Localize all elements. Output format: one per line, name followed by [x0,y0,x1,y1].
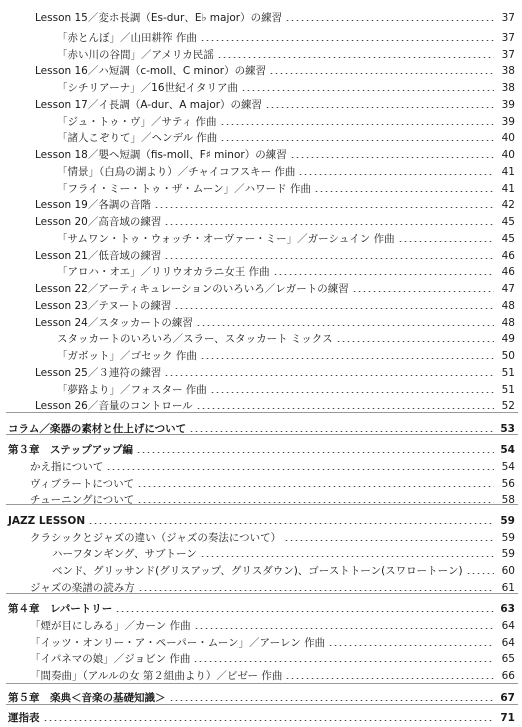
toc-entry-page-number: 54 [501,461,515,473]
dot-leader [196,325,494,326]
toc-entry-page-number: 40 [501,132,515,144]
toc-entry-page-number: 41 [501,166,515,178]
toc-entry-title: Lesson 26／音量のコントロール [35,400,193,412]
toc-entry-title: 「イッツ・オンリー・ア・ペーパー・ムーン」／アーレン 作曲 [30,637,326,649]
dot-leader [398,241,494,242]
toc-entry-page-number: 66 [501,670,515,682]
toc-entry-title: 「煙が目にしみる」／カーン 作曲 [30,620,191,632]
toc-entry[interactable] [0,280,522,298]
dot-leader [106,469,494,470]
toc-entry-title: 「イパネマの娘」／ジョビン 作曲 [30,653,191,665]
toc-entry-title: 「ガボット」／ゴセック 作曲 [57,350,197,362]
toc-entry-title: 「間奏曲」（アルルの女 第２組曲より）／ビゼー 作曲 [30,670,283,682]
dot-leader [217,57,494,58]
toc-entry-title: Lesson 16／ハ短調（c-moll、C minor）の練習 [35,65,267,77]
toc-entry-title: Lesson 21／低音域の練習 [35,250,162,262]
toc-entry-title: 「夢路より」／フォスター 作曲 [57,384,207,396]
dot-leader [200,556,494,557]
toc-entry[interactable] [0,297,522,315]
toc-entry-page-number: 46 [501,266,515,278]
dot-leader [210,392,494,393]
dot-leader [200,358,494,359]
toc-entry-page-number: 64 [501,620,515,632]
toc-entry-page-number: 39 [501,116,515,128]
dot-leader [164,258,494,259]
toc-entry-title: 第４章 レパートリー [8,603,113,615]
toc-entry-page-number: 49 [501,333,515,345]
dot-leader [174,308,494,309]
toc-entry-title: 「サムワン・トゥ・ウォッチ・オーヴァー・ミー」／ガーシュイン 作曲 [57,233,395,245]
toc-entry-title: 運指表 [8,712,40,724]
toc-entry-page-number: 48 [501,317,515,329]
toc-entry-page-number: 54 [500,444,515,456]
toc-entry-title: チューニングについて [30,494,135,506]
toc-entry-title: スタッカートのいろいろ／スラー、スタッカート ミックス [57,333,333,345]
toc-entry-title: 「フライ・ミー・トゥ・ザ・ムーン」／ハワード 作曲 [57,183,312,195]
toc-entry-page-number: 37 [501,12,515,24]
dot-leader [298,174,494,175]
toc-entry-page-number: 38 [501,65,515,77]
dot-leader [154,207,494,208]
toc-entry-title: Lesson 20／高音域の練習 [35,216,162,228]
toc-entry-page-number: 45 [501,233,515,245]
dot-leader [220,124,494,125]
dot-leader [269,73,494,74]
dot-leader [189,431,494,432]
toc-entry[interactable] [0,330,522,348]
toc-entry[interactable] [0,579,522,597]
dot-leader [328,645,494,646]
toc-entry-page-number: 53 [500,423,515,435]
toc-entry-title: JAZZ LESSON [8,515,86,527]
dot-leader [137,486,494,487]
dot-leader [164,224,494,225]
toc-entry-page-number: 60 [501,565,515,577]
toc-entry-title: 「アロハ・オエ」／リリウオカラニ女王 作曲 [57,266,270,278]
dot-leader [88,523,494,524]
toc-entry-page-number: 51 [501,384,515,396]
toc-entry-page-number: 40 [501,149,515,161]
toc-entry[interactable] [0,347,522,365]
toc-entry-title: ヴィブラートについて [30,478,135,490]
dot-leader [336,341,494,342]
toc-entry-page-number: 50 [501,350,515,362]
toc-entry-page-number: 39 [501,99,515,111]
toc-entry-title: Lesson 24／スタッカートの練習 [35,317,193,329]
dot-leader [265,107,494,108]
toc-entry[interactable] [0,617,522,635]
toc-entry-title: ハーフタンギング、サブトーン [52,548,197,560]
dot-leader [285,678,494,679]
dot-leader [136,452,494,453]
toc-entry[interactable] [0,562,522,580]
dot-leader [115,611,494,612]
toc-entry-title: コラム／楽器の素材と仕上げについて [8,423,187,435]
toc-entry-title: クラシックとジャズの違い（ジャズの奏法について） [30,532,282,544]
toc-entry[interactable] [0,512,522,530]
toc-entry-page-number: 47 [501,283,515,295]
toc-entry-page-number: 41 [501,183,515,195]
dot-leader [273,274,494,275]
dot-leader [290,157,494,158]
toc-entry-title: 「ジュ・トゥ・ヴ」／サティ 作曲 [57,116,217,128]
toc-entry[interactable] [0,196,522,214]
toc-entry-title: 「諸人こぞりて」／ヘンデル 作曲 [57,132,218,144]
toc-entry-page-number: 48 [501,300,515,312]
toc-entry-page-number: 63 [500,603,515,615]
toc-entry-title: Lesson 15／変ホ長調（Es-dur、E♭ major）の練習 [35,12,283,24]
dot-leader [314,191,494,192]
toc-entry-title: Lesson 19／各調の音階 [35,199,151,211]
toc-entry[interactable] [0,230,522,248]
toc-entry-page-number: 37 [501,32,515,44]
toc-entry[interactable] [0,709,522,727]
toc-entry[interactable] [0,545,522,563]
dot-leader [138,590,494,591]
toc-entry-page-number: 37 [501,49,515,61]
toc-entry-title: ベンド、グリッサンド(グリスアップ、グリスダウン)、ゴーストトーン(スワロートーン) [52,565,463,577]
toc-entry-title: ジャズの楽譜の読み方 [30,582,135,594]
toc-entry-title: かえ指について [30,461,104,473]
dot-leader [241,90,494,91]
toc-entry[interactable] [0,146,522,164]
toc-entry-title: 「シチリアーナ」／16世紀イタリア曲 [57,82,239,94]
toc-entry[interactable] [0,650,522,668]
toc-entry[interactable] [0,364,522,382]
toc-entry-title: 第３章 ステップアップ編 [8,444,134,456]
toc-entry[interactable] [0,29,522,47]
toc-entry-title: 「情景」（白鳥の湖より）／チャイコフスキー 作曲 [57,166,296,178]
dot-leader [220,140,494,141]
toc-entry[interactable] [0,62,522,80]
dot-leader [193,661,494,662]
toc-entry-page-number: 58 [501,494,515,506]
toc-entry[interactable] [0,263,522,281]
toc-entry[interactable] [0,397,522,415]
dot-leader [194,628,494,629]
toc-entry-page-number: 59 [500,515,515,527]
toc-entry-page-number: 71 [500,712,515,724]
toc-entry-page-number: 61 [501,582,515,594]
toc-entry[interactable] [0,9,522,27]
toc-entry-page-number: 59 [501,548,515,560]
toc-entry[interactable] [0,420,522,438]
toc-entry[interactable] [0,163,522,181]
toc-entry-page-number: 67 [500,692,515,704]
dot-leader [352,291,494,292]
toc-entry[interactable] [0,213,522,231]
toc-entry[interactable] [0,491,522,509]
dot-leader [200,40,494,41]
toc-entry-title: Lesson 25／３連符の練習 [35,367,162,379]
dot-leader [196,408,494,409]
toc-entry-title: 「赤い川の谷間」／アメリカ民謡 [57,49,214,61]
toc-entry-title: 第５章 楽典＜音楽の基礎知識＞ [8,692,166,704]
toc-entry-page-number: 38 [501,82,515,94]
toc-entry-title: Lesson 17／イ長調（A-dur、A major）の練習 [35,99,263,111]
dot-leader [43,720,495,721]
toc-entry[interactable] [0,689,522,707]
toc-entry[interactable] [0,441,522,459]
toc-entry-page-number: 52 [501,400,515,412]
toc-entry-title: Lesson 23／テヌートの練習 [35,300,172,312]
toc-entry[interactable] [0,667,522,685]
toc-entry[interactable] [0,458,522,476]
toc-entry-page-number: 46 [501,250,515,262]
toc-entry-title: 「赤とんぼ」／山田耕筰 作曲 [57,32,197,44]
toc-entry[interactable] [0,79,522,97]
toc-entry[interactable] [0,600,522,618]
toc-entry-page-number: 59 [501,532,515,544]
dot-leader [169,700,495,701]
toc-entry-title: Lesson 22／アーティキュレーションのいろいろ／レガートの練習 [35,283,349,295]
toc-entry-page-number: 45 [501,216,515,228]
dot-leader [285,20,494,21]
toc-entry[interactable] [0,96,522,114]
dot-leader [466,573,494,574]
toc-entry-page-number: 64 [501,637,515,649]
toc-entry-title: Lesson 18／嬰ヘ短調（fis-moll、F♯ minor）の練習 [35,149,287,161]
toc-entry-page-number: 42 [501,199,515,211]
toc-entry-page-number: 56 [501,478,515,490]
toc-entry-page-number: 51 [501,367,515,379]
toc-entry[interactable] [0,129,522,147]
dot-leader [284,540,494,541]
toc-entry-page-number: 65 [501,653,515,665]
dot-leader [164,375,494,376]
dot-leader [137,502,494,503]
